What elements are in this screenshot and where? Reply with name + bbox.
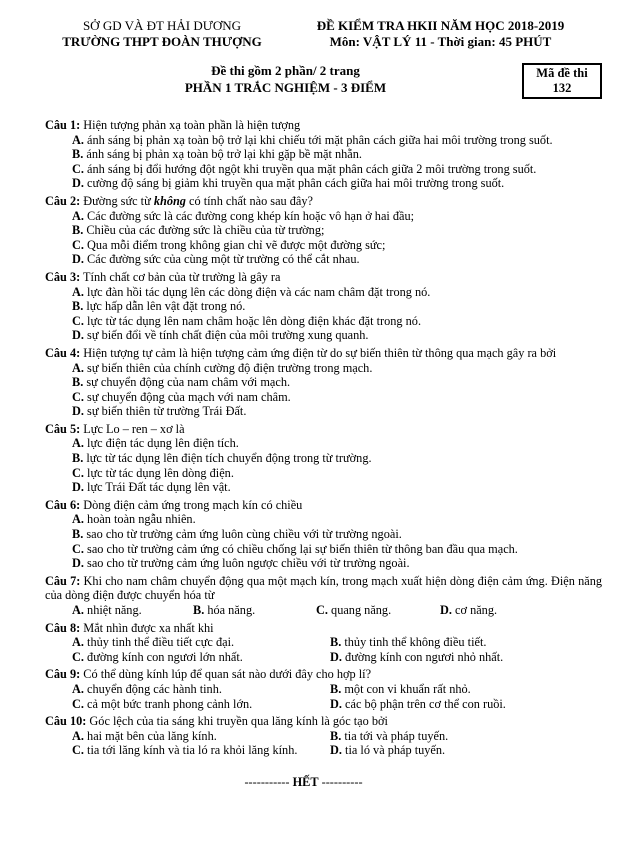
- question-text-run: có tính chất nào sau đây?: [185, 193, 313, 208]
- question-text: [45, 574, 602, 603]
- answer-option-text: Qua mỗi điểm trong không gian chỉ vẽ được một đường sức;: [83, 237, 386, 252]
- answer-option: [193, 603, 316, 618]
- end-dashes-right: ----------: [321, 774, 363, 789]
- options-group: [45, 209, 602, 267]
- answer-option-text: lực từ tác dụng lên nam châm hoặc lên dòng điện khác đặt trong nó.: [83, 313, 422, 328]
- options-group: [45, 682, 602, 711]
- answer-option-key: B.: [330, 681, 342, 696]
- answer-option-text: thủy tinh thể không điều tiết.: [341, 635, 487, 650]
- answer-option: [72, 223, 602, 238]
- exam-title: ĐỀ KIỂM TRA HKII NĂM HỌC 2018-2019: [316, 18, 565, 33]
- answer-option-text: cường độ sáng bị giảm khi truyền qua mặt phân cách giữa hai môi trường trong suốt.: [83, 176, 505, 191]
- question-text-run: Khi cho nam châm chuyển động qua một mạch kín, trong mạch xuất hiện dòng điện cảm ứng. Điện năng của dòng điện được chuyển hóa từ: [45, 573, 602, 603]
- answer-option-key: D.: [72, 480, 84, 495]
- answer-option-key: A.: [72, 436, 84, 451]
- question-text: [45, 194, 602, 209]
- answer-option-key: C.: [72, 649, 84, 664]
- subheader: [45, 63, 602, 103]
- answer-option: [72, 314, 602, 329]
- answer-option-text: Chiều của các đường sức là chiều của từ trường;: [83, 223, 325, 238]
- answer-option-key: D.: [72, 556, 84, 571]
- question-label: Câu 6:: [45, 497, 81, 512]
- question: [45, 714, 602, 758]
- options-group: [45, 635, 602, 664]
- options-row: [72, 697, 602, 712]
- answer-option-text: sự chuyển động của mạch với nam châm.: [83, 389, 291, 404]
- question: [45, 346, 602, 419]
- question-text-run: Hiện tượng phản xạ toàn phần là hiện tượng: [83, 118, 301, 132]
- answer-option: [72, 512, 602, 527]
- answer-option-text: tia tới lăng kính và tia ló ra khỏi lăng kính.: [83, 743, 298, 758]
- answer-option-text: sao cho từ trường cảm ứng luôn ngược chiều với từ trường ngoài.: [83, 556, 410, 571]
- answer-option: [72, 527, 602, 542]
- answer-option: [72, 209, 602, 224]
- answer-option: [72, 162, 602, 177]
- answer-option-key: D.: [330, 696, 342, 711]
- answer-option-key: C.: [316, 603, 328, 617]
- answer-option-key: D.: [330, 649, 342, 664]
- answer-option-key: C.: [72, 313, 84, 328]
- answer-option-text: ánh sáng bị phản xạ toàn bộ trở lại khi chiếu tới mặt phân cách giữa hai môi trường trong suốt.: [83, 132, 553, 147]
- answer-option-text: sự biến thiên từ trường Trái Đất.: [83, 404, 247, 419]
- question-text-run: Mắt nhìn được xa nhất khi: [83, 620, 214, 635]
- questions-container: [45, 118, 602, 758]
- question: [45, 667, 602, 711]
- options-group: [45, 603, 602, 618]
- answer-option: [72, 238, 602, 253]
- answer-option-key: A.: [72, 512, 84, 527]
- answer-option-key: A.: [72, 284, 84, 299]
- answer-option-key: B.: [72, 451, 84, 466]
- end-dashes-left: -----------: [244, 774, 290, 789]
- answer-option-key: B.: [330, 635, 342, 650]
- exam-code-box: [522, 63, 602, 99]
- answer-option: [72, 176, 602, 191]
- options-row: [72, 603, 602, 618]
- answer-option-text: hóa năng.: [204, 603, 256, 617]
- answer-option-text: lực từ tác dụng lên dòng điện.: [83, 465, 234, 480]
- options-group: [45, 512, 602, 570]
- answer-option-key: C.: [72, 161, 84, 176]
- answer-option: [72, 285, 602, 300]
- question-text: [45, 621, 602, 636]
- header-right-block: [279, 18, 602, 50]
- answer-option-text: lực đàn hồi tác dụng lên các dòng điện và các nam châm đặt trong nó.: [83, 284, 431, 299]
- question-text: [45, 118, 602, 133]
- answer-option-text: sao cho từ trường cảm ứng luôn cùng chiều với từ trường ngoài.: [83, 527, 402, 542]
- answer-option: [72, 556, 602, 571]
- answer-option: [72, 436, 602, 451]
- answer-option: [72, 603, 193, 618]
- options-group: [45, 285, 602, 343]
- options-group: [45, 361, 602, 419]
- question-text-run: không: [153, 193, 186, 208]
- question: [45, 270, 602, 343]
- answer-option-key: B.: [72, 223, 84, 238]
- options-row: [72, 635, 602, 650]
- answer-option-key: A.: [72, 635, 84, 650]
- answer-option-key: C.: [72, 696, 84, 711]
- options-row: [72, 729, 602, 744]
- answer-option-text: nhiệt năng.: [83, 603, 142, 617]
- answer-option-key: D.: [440, 603, 452, 617]
- question: [45, 498, 602, 571]
- answer-option-key: A.: [72, 603, 84, 617]
- answer-option-text: cả một bức tranh phong cảnh lớn.: [83, 696, 253, 711]
- section-title: PHẦN 1 TRẮC NGHIỆM - 3 ĐIỂM: [184, 79, 387, 95]
- answer-option: [330, 635, 602, 650]
- answer-option-key: C.: [72, 465, 84, 480]
- answer-option-text: đường kính con ngươi nhỏ nhất.: [341, 649, 504, 664]
- answer-option-key: A.: [72, 132, 84, 147]
- answer-option: [330, 682, 602, 697]
- options-group: [45, 133, 602, 191]
- question-text: [45, 714, 602, 729]
- question-text-run: Tính chất cơ bản của từ trường là gây ra: [83, 269, 281, 284]
- school-name: TRƯỜNG THPT ĐOÀN THƯỢNG: [62, 34, 262, 49]
- answer-option-text: một con vi khuẩn rất nhỏ.: [341, 681, 471, 696]
- answer-option: [72, 697, 330, 712]
- answer-option-text: ánh sáng bị phản xạ toàn bộ trở lại khi gặp bề mặt nhẵn.: [83, 147, 362, 162]
- question-label: Câu 4:: [45, 345, 81, 360]
- answer-option-text: tia tới và pháp tuyến.: [341, 728, 449, 743]
- answer-option-text: lực từ tác dụng lên điện tích chuyển động trong từ trường.: [83, 451, 372, 466]
- end-text: HẾT: [292, 774, 319, 789]
- answer-option-text: cơ năng.: [451, 603, 498, 617]
- answer-option-key: C.: [72, 743, 84, 758]
- question-text-run: Dòng điện cảm ứng trong mạch kín có chiều: [83, 497, 303, 512]
- answer-option-text: Các đường sức của cùng một từ trường có thể cắt nhau.: [83, 252, 360, 267]
- answer-option-text: đường kính con ngươi lớn nhất.: [83, 649, 243, 664]
- answer-option-text: thủy tinh thể điều tiết cực đại.: [83, 635, 235, 650]
- answer-option-key: C.: [72, 389, 84, 404]
- end-marker: [45, 775, 602, 790]
- answer-option-text: sự chuyển động của nam châm với mạch.: [83, 375, 291, 390]
- answer-option-key: B.: [193, 603, 205, 617]
- question-label: Câu 9:: [45, 667, 81, 682]
- options-group: [45, 436, 602, 494]
- answer-option: [72, 390, 602, 405]
- answer-option-key: A.: [72, 728, 84, 743]
- exam-code-label: Mã đề thi: [536, 66, 588, 80]
- answer-option: [330, 650, 602, 665]
- question-text-run: Lực Lo – ren – xơ là: [83, 421, 185, 436]
- question-text-run: Đường sức từ: [83, 193, 154, 208]
- question-text-run: Có thể dùng kính lúp để quan sát nào dưới đây cho hợp lí?: [83, 667, 372, 682]
- answer-option: [72, 682, 330, 697]
- answer-option: [72, 299, 602, 314]
- answer-option-key: D.: [72, 252, 84, 267]
- exam-code-value: 132: [552, 81, 572, 95]
- question: [45, 422, 602, 495]
- question: [45, 574, 602, 618]
- answer-option: [440, 603, 602, 618]
- options-group: [45, 729, 602, 758]
- answer-option-key: A.: [72, 681, 84, 696]
- answer-option: [72, 542, 602, 557]
- question-text-run: Góc lệch của tia sáng khi truyền qua lăng kính là góc tạo bởi: [89, 714, 388, 729]
- pages-note: Đề thi gồm 2 phần/ 2 trang: [211, 63, 360, 78]
- question-text: [45, 346, 602, 361]
- answer-option-text: sự biến đổi về tính chất điện của môi trường xung quanh.: [83, 328, 369, 343]
- question: [45, 621, 602, 665]
- answer-option: [72, 743, 330, 758]
- question-label: Câu 7:: [45, 573, 81, 588]
- answer-option-text: chuyển động các hành tinh.: [83, 681, 222, 696]
- question-text: [45, 270, 602, 285]
- answer-option-key: B.: [330, 728, 342, 743]
- answer-option-text: các bộ phận trên cơ thể con ruồi.: [341, 696, 506, 711]
- answer-option-text: lực điện tác dụng lên điện tích.: [83, 436, 239, 451]
- answer-option-text: sự biến thiên của chính cường độ điện trường trong mạch.: [83, 360, 373, 375]
- answer-option: [330, 697, 602, 712]
- answer-option: [72, 466, 602, 481]
- answer-option-text: Các đường sức là các đường cong khép kín hoặc vô hạn ở hai đầu;: [83, 208, 415, 223]
- page-header: [45, 18, 602, 50]
- options-row: [72, 743, 602, 758]
- question-label: Câu 10:: [45, 714, 87, 729]
- question-text: [45, 422, 602, 437]
- answer-option-key: D.: [72, 404, 84, 419]
- answer-option: [72, 650, 330, 665]
- answer-option: [72, 480, 602, 495]
- question-label: Câu 3:: [45, 269, 81, 284]
- answer-option-key: B.: [72, 299, 84, 314]
- answer-option: [72, 635, 330, 650]
- answer-option: [330, 729, 602, 744]
- question: [45, 118, 602, 191]
- school-board: SỞ GD VÀ ĐT HẢI DƯƠNG: [82, 18, 241, 33]
- answer-option: [72, 729, 330, 744]
- question-label: Câu 1:: [45, 118, 81, 132]
- answer-option-text: hai mặt bên của lăng kính.: [83, 728, 217, 743]
- answer-option-key: D.: [72, 176, 84, 191]
- answer-option: [316, 603, 440, 618]
- answer-option-text: sao cho từ trường cảm ứng có chiều chống lại sự biến thiên từ thông ban đầu qua mạch.: [83, 541, 518, 556]
- answer-option: [72, 133, 602, 148]
- answer-option: [72, 361, 602, 376]
- answer-option-text: quang năng.: [327, 603, 392, 617]
- answer-option-key: D.: [72, 328, 84, 343]
- answer-option-key: B.: [72, 527, 84, 542]
- question-label: Câu 5:: [45, 421, 81, 436]
- answer-option-key: A.: [72, 360, 84, 375]
- answer-option: [72, 147, 602, 162]
- options-row: [72, 650, 602, 665]
- answer-option: [72, 375, 602, 390]
- answer-option-key: B.: [72, 375, 84, 390]
- answer-option-text: ánh sáng bị đổi hướng đột ngột khi truyền qua mặt phân cách giữa 2 môi trường trong suốt.: [83, 161, 537, 176]
- question: [45, 194, 602, 267]
- answer-option: [72, 328, 602, 343]
- question-text: [45, 498, 602, 513]
- answer-option-text: tia ló và pháp tuyến.: [341, 743, 446, 758]
- answer-option-key: C.: [72, 237, 84, 252]
- answer-option-key: C.: [72, 541, 84, 556]
- question-label: Câu 2:: [45, 193, 81, 208]
- answer-option: [72, 252, 602, 267]
- exam-info: Môn: VẬT LÝ 11 - Thời gian: 45 PHÚT: [329, 34, 552, 49]
- question-text-run: Hiện tượng tự cảm là hiện tượng cảm ứng điện từ do sự biến thiên từ thông qua mạch gây ra bởi: [83, 345, 557, 360]
- answer-option-text: lực Trái Đất tác dụng lên vật.: [83, 480, 231, 495]
- answer-option-key: B.: [72, 147, 84, 162]
- answer-option: [72, 451, 602, 466]
- question-text: [45, 667, 602, 682]
- answer-option-key: D.: [330, 743, 342, 758]
- question-label: Câu 8:: [45, 620, 81, 635]
- subtitle-block: [45, 63, 602, 96]
- answer-option: [330, 743, 602, 758]
- answer-option-text: lực hấp dẫn lên vật đặt trong nó.: [83, 299, 246, 314]
- answer-option-text: hoàn toàn ngẫu nhiên.: [83, 512, 196, 527]
- header-left-block: [45, 18, 279, 50]
- answer-option: [72, 404, 602, 419]
- options-row: [72, 682, 602, 697]
- answer-option-key: A.: [72, 208, 84, 223]
